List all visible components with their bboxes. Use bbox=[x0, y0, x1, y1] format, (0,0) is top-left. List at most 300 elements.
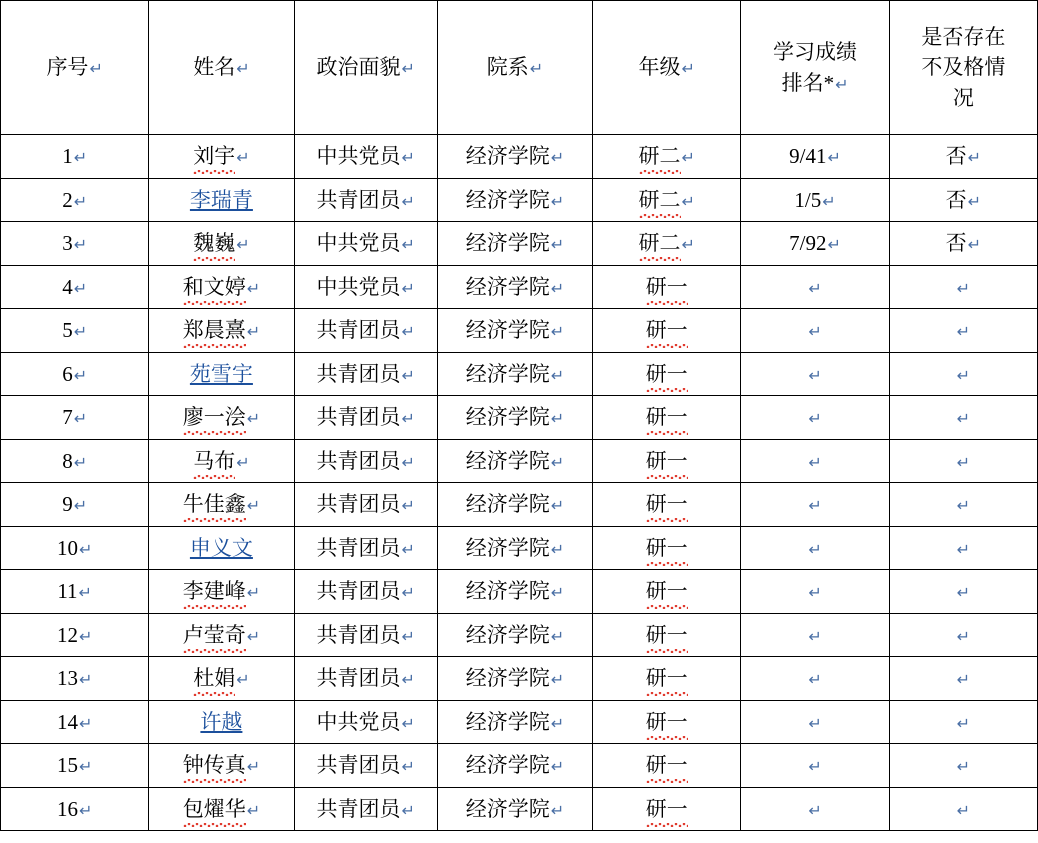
cell-grade bbox=[593, 439, 741, 483]
cell-name bbox=[149, 613, 294, 657]
grade-value: 研一 bbox=[646, 620, 688, 650]
cell-political bbox=[294, 483, 437, 527]
department-value: 经济学院 bbox=[465, 796, 550, 821]
paragraph-mark-icon: ↵ bbox=[246, 278, 261, 298]
table-header-row bbox=[1, 1, 1038, 135]
cell-rank bbox=[741, 657, 889, 701]
cell-grade bbox=[593, 309, 741, 353]
cell-department bbox=[437, 178, 592, 222]
political-value: 中共党员 bbox=[316, 274, 401, 299]
cell-grade bbox=[593, 265, 741, 309]
cell-rank bbox=[741, 787, 889, 831]
paragraph-mark-icon: ↵ bbox=[550, 626, 565, 646]
cell-content bbox=[193, 663, 235, 693]
cell-content bbox=[466, 750, 550, 780]
paragraph-mark-icon: ↵ bbox=[808, 409, 822, 429]
cell-content bbox=[639, 228, 681, 258]
paragraph-mark-icon: ↵ bbox=[246, 626, 261, 646]
cell-content bbox=[190, 359, 253, 389]
paragraph-mark-icon: ↵ bbox=[956, 626, 971, 646]
cell-content bbox=[646, 663, 688, 693]
cell-fail bbox=[889, 744, 1037, 788]
index-value: 1 bbox=[62, 144, 73, 169]
cell-content bbox=[789, 228, 826, 258]
cell-fail bbox=[889, 178, 1037, 222]
paragraph-mark-icon: ↵ bbox=[78, 539, 93, 559]
table-row bbox=[1, 439, 1038, 483]
cell-index bbox=[1, 178, 149, 222]
student-name: 李建峰 bbox=[183, 576, 246, 606]
cell-content bbox=[466, 402, 550, 432]
cell-grade bbox=[593, 613, 741, 657]
paragraph-mark-icon: ↵ bbox=[401, 539, 415, 559]
column-header-text: 序号 bbox=[46, 55, 89, 80]
fail-value: 否 bbox=[945, 231, 967, 256]
paragraph-mark-icon: ↵ bbox=[401, 322, 415, 342]
student-name: 包燿华 bbox=[183, 794, 246, 824]
paragraph-mark-icon: ↵ bbox=[822, 191, 836, 211]
paragraph-mark-icon: ↵ bbox=[956, 278, 971, 298]
paragraph-mark-icon: ↵ bbox=[246, 409, 261, 429]
paragraph-mark-icon: ↵ bbox=[550, 235, 565, 255]
paragraph-mark-icon: ↵ bbox=[808, 539, 822, 559]
student-name: 苑雪宇 bbox=[189, 361, 253, 386]
cell-content bbox=[466, 228, 550, 258]
column-header-index bbox=[1, 1, 149, 135]
table-row bbox=[1, 135, 1038, 179]
paragraph-mark-icon: ↵ bbox=[73, 409, 88, 429]
paragraph-mark-icon: ↵ bbox=[550, 191, 565, 211]
cell-content bbox=[946, 141, 967, 171]
cell-index bbox=[1, 787, 149, 831]
cell-rank bbox=[741, 613, 889, 657]
political-value: 共青团员 bbox=[316, 622, 401, 647]
column-header-line bbox=[149, 52, 293, 82]
cell-grade bbox=[593, 135, 741, 179]
paragraph-mark-icon: ↵ bbox=[808, 496, 822, 516]
department-value: 经济学院 bbox=[465, 709, 550, 734]
grade-value: 研一 bbox=[646, 489, 688, 519]
department-value: 经济学院 bbox=[465, 622, 550, 647]
cell-content bbox=[200, 707, 242, 737]
table-row bbox=[1, 787, 1038, 831]
column-header-grade bbox=[593, 1, 741, 135]
cell-content bbox=[639, 141, 681, 171]
paragraph-mark-icon: ↵ bbox=[550, 148, 565, 168]
cell-fail bbox=[889, 439, 1037, 483]
cell-content bbox=[183, 576, 246, 606]
cell-rank bbox=[741, 352, 889, 396]
column-header-text: 年级 bbox=[638, 55, 681, 80]
cell-rank bbox=[741, 439, 889, 483]
paragraph-mark-icon: ↵ bbox=[827, 235, 841, 255]
cell-name bbox=[149, 135, 294, 179]
cell-content bbox=[316, 402, 400, 432]
cell-name bbox=[149, 657, 294, 701]
cell-content bbox=[466, 663, 550, 693]
paragraph-mark-icon: ↵ bbox=[835, 74, 849, 94]
cell-political bbox=[294, 178, 437, 222]
column-header-department bbox=[437, 1, 592, 135]
column-header-name bbox=[149, 1, 294, 135]
cell-content bbox=[316, 576, 400, 606]
paragraph-mark-icon: ↵ bbox=[808, 278, 822, 298]
cell-name bbox=[149, 439, 294, 483]
paragraph-mark-icon: ↵ bbox=[808, 800, 822, 820]
cell-content bbox=[466, 446, 550, 476]
paragraph-mark-icon: ↵ bbox=[808, 670, 822, 690]
cell-index bbox=[1, 265, 149, 309]
paragraph-mark-icon: ↵ bbox=[236, 235, 250, 255]
column-header-fail bbox=[889, 1, 1037, 135]
student-name: 魏巍 bbox=[193, 228, 235, 258]
cell-department bbox=[437, 265, 592, 309]
table-row bbox=[1, 265, 1038, 309]
paragraph-mark-icon: ↵ bbox=[89, 59, 103, 79]
cell-fail bbox=[889, 570, 1037, 614]
paragraph-mark-icon: ↵ bbox=[401, 626, 415, 646]
cell-department bbox=[437, 700, 592, 744]
paragraph-mark-icon: ↵ bbox=[73, 191, 88, 211]
cell-content bbox=[466, 141, 550, 171]
cell-content bbox=[646, 620, 688, 650]
cell-content bbox=[57, 576, 77, 606]
table-row bbox=[1, 222, 1038, 266]
grade-value: 研二 bbox=[639, 185, 681, 215]
index-value: 12 bbox=[56, 622, 78, 647]
paragraph-mark-icon: ↵ bbox=[246, 800, 261, 820]
cell-political bbox=[294, 396, 437, 440]
table-row bbox=[1, 483, 1038, 527]
department-value: 经济学院 bbox=[465, 144, 550, 169]
department-value: 经济学院 bbox=[465, 666, 550, 691]
cell-content bbox=[646, 489, 688, 519]
cell-political bbox=[294, 570, 437, 614]
paragraph-mark-icon: ↵ bbox=[401, 191, 415, 211]
paragraph-mark-icon: ↵ bbox=[550, 670, 565, 690]
cell-content bbox=[57, 750, 78, 780]
paragraph-mark-icon: ↵ bbox=[956, 452, 971, 472]
cell-content bbox=[183, 402, 246, 432]
cell-content bbox=[316, 620, 400, 650]
index-value: 13 bbox=[56, 666, 78, 691]
paragraph-mark-icon: ↵ bbox=[550, 365, 565, 385]
paragraph-mark-icon: ↵ bbox=[550, 452, 565, 472]
cell-political bbox=[294, 700, 437, 744]
paragraph-mark-icon: ↵ bbox=[956, 757, 971, 777]
paragraph-mark-icon: ↵ bbox=[401, 800, 415, 820]
paragraph-mark-icon: ↵ bbox=[550, 713, 565, 733]
cell-content bbox=[466, 707, 550, 737]
grade-value: 研一 bbox=[646, 707, 688, 737]
cell-index bbox=[1, 352, 149, 396]
paragraph-mark-icon: ↵ bbox=[236, 148, 250, 168]
column-header-line bbox=[593, 52, 740, 82]
grade-value: 研一 bbox=[646, 272, 688, 302]
grade-value: 研一 bbox=[646, 533, 688, 563]
cell-department bbox=[437, 135, 592, 179]
cell-fail bbox=[889, 309, 1037, 353]
column-header-text: 是否存在 bbox=[921, 24, 1006, 49]
cell-content bbox=[646, 750, 688, 780]
cell-content bbox=[316, 272, 400, 302]
department-value: 经济学院 bbox=[465, 579, 550, 604]
cell-content bbox=[466, 359, 550, 389]
column-header-text: 排名* bbox=[781, 70, 835, 95]
index-value: 7 bbox=[62, 405, 73, 430]
paragraph-mark-icon: ↵ bbox=[246, 757, 261, 777]
cell-political bbox=[294, 265, 437, 309]
paragraph-mark-icon: ↵ bbox=[956, 800, 971, 820]
paragraph-mark-icon: ↵ bbox=[401, 235, 415, 255]
paragraph-mark-icon: ↵ bbox=[78, 757, 93, 777]
paragraph-mark-icon: ↵ bbox=[401, 713, 415, 733]
cell-name bbox=[149, 483, 294, 527]
table-row bbox=[1, 657, 1038, 701]
cell-rank bbox=[741, 309, 889, 353]
paragraph-mark-icon: ↵ bbox=[550, 496, 565, 516]
column-header-line bbox=[741, 68, 888, 98]
cell-content bbox=[190, 185, 253, 215]
cell-rank bbox=[741, 700, 889, 744]
table-body bbox=[1, 135, 1038, 831]
cell-content bbox=[639, 185, 681, 215]
cell-index bbox=[1, 135, 149, 179]
paragraph-mark-icon: ↵ bbox=[550, 322, 565, 342]
cell-content bbox=[646, 272, 688, 302]
cell-index bbox=[1, 657, 149, 701]
table-header bbox=[1, 1, 1038, 135]
cell-content bbox=[57, 533, 78, 563]
index-value: 16 bbox=[56, 796, 78, 821]
cell-content bbox=[57, 794, 78, 824]
column-header-text: 政治面貌 bbox=[316, 55, 401, 80]
cell-index bbox=[1, 700, 149, 744]
student-name: 钟传真 bbox=[183, 750, 246, 780]
cell-fail bbox=[889, 135, 1037, 179]
paragraph-mark-icon: ↵ bbox=[808, 452, 822, 472]
paragraph-mark-icon: ↵ bbox=[550, 278, 565, 298]
political-value: 共青团员 bbox=[316, 492, 401, 517]
paragraph-mark-icon: ↵ bbox=[827, 148, 841, 168]
paragraph-mark-icon: ↵ bbox=[73, 452, 88, 472]
cell-content bbox=[190, 533, 253, 563]
cell-content bbox=[646, 315, 688, 345]
political-value: 中共党员 bbox=[316, 231, 401, 256]
cell-department bbox=[437, 483, 592, 527]
column-header-line bbox=[1, 52, 148, 82]
cell-content bbox=[466, 489, 550, 519]
cell-name bbox=[149, 265, 294, 309]
paragraph-mark-icon: ↵ bbox=[73, 148, 88, 168]
paragraph-mark-icon: ↵ bbox=[73, 365, 88, 385]
index-value: 2 bbox=[62, 187, 73, 212]
column-header-line bbox=[295, 52, 437, 82]
cell-fail bbox=[889, 265, 1037, 309]
cell-content bbox=[316, 750, 400, 780]
cell-department bbox=[437, 787, 592, 831]
political-value: 共青团员 bbox=[316, 187, 401, 212]
department-value: 经济学院 bbox=[465, 448, 550, 473]
cell-name bbox=[149, 700, 294, 744]
cell-content bbox=[316, 141, 400, 171]
cell-fail bbox=[889, 613, 1037, 657]
cell-grade bbox=[593, 526, 741, 570]
table-row bbox=[1, 526, 1038, 570]
cell-grade bbox=[593, 483, 741, 527]
political-value: 共青团员 bbox=[316, 535, 401, 560]
cell-department bbox=[437, 613, 592, 657]
cell-fail bbox=[889, 222, 1037, 266]
cell-name bbox=[149, 787, 294, 831]
cell-content bbox=[466, 185, 550, 215]
index-value: 6 bbox=[62, 361, 73, 386]
cell-name bbox=[149, 570, 294, 614]
column-header-political bbox=[294, 1, 437, 135]
cell-content bbox=[193, 141, 235, 171]
cell-department bbox=[437, 439, 592, 483]
department-value: 经济学院 bbox=[465, 492, 550, 517]
cell-content bbox=[316, 446, 400, 476]
column-header-text: 院系 bbox=[486, 55, 529, 80]
column-header-text: 不及格情 bbox=[921, 55, 1006, 80]
cell-content bbox=[57, 707, 78, 737]
cell-department bbox=[437, 744, 592, 788]
paragraph-mark-icon: ↵ bbox=[78, 583, 92, 603]
cell-political bbox=[294, 309, 437, 353]
cell-rank bbox=[741, 744, 889, 788]
paragraph-mark-icon: ↵ bbox=[956, 365, 971, 385]
political-value: 共青团员 bbox=[316, 579, 401, 604]
department-value: 经济学院 bbox=[465, 405, 550, 430]
grade-value: 研一 bbox=[646, 663, 688, 693]
paragraph-mark-icon: ↵ bbox=[956, 583, 971, 603]
paragraph-mark-icon: ↵ bbox=[808, 713, 822, 733]
cell-content bbox=[62, 359, 73, 389]
cell-department bbox=[437, 657, 592, 701]
paragraph-mark-icon: ↵ bbox=[78, 670, 93, 690]
cell-content bbox=[62, 272, 73, 302]
grade-value: 研一 bbox=[646, 402, 688, 432]
paragraph-mark-icon: ↵ bbox=[78, 713, 93, 733]
cell-index bbox=[1, 483, 149, 527]
cell-content bbox=[466, 533, 550, 563]
student-name: 杜娟 bbox=[193, 663, 235, 693]
cell-content bbox=[466, 620, 550, 650]
cell-name bbox=[149, 396, 294, 440]
index-value: 15 bbox=[56, 753, 78, 778]
table-row bbox=[1, 352, 1038, 396]
table-row bbox=[1, 309, 1038, 353]
index-value: 14 bbox=[56, 709, 78, 734]
cell-fail bbox=[889, 787, 1037, 831]
paragraph-mark-icon: ↵ bbox=[78, 626, 93, 646]
cell-political bbox=[294, 526, 437, 570]
cell-name bbox=[149, 352, 294, 396]
paragraph-mark-icon: ↵ bbox=[956, 539, 971, 559]
cell-name bbox=[149, 309, 294, 353]
index-value: 3 bbox=[62, 231, 73, 256]
paragraph-mark-icon: ↵ bbox=[808, 626, 822, 646]
student-name: 马布 bbox=[193, 446, 235, 476]
cell-grade bbox=[593, 178, 741, 222]
student-name: 申义文 bbox=[189, 535, 253, 560]
cell-rank bbox=[741, 483, 889, 527]
cell-grade bbox=[593, 744, 741, 788]
paragraph-mark-icon: ↵ bbox=[78, 800, 93, 820]
column-header-line bbox=[890, 52, 1037, 82]
political-value: 中共党员 bbox=[316, 144, 401, 169]
student-name: 和文婷 bbox=[183, 272, 246, 302]
political-value: 中共党员 bbox=[316, 709, 401, 734]
student-name: 卢莹奇 bbox=[183, 620, 246, 650]
cell-rank bbox=[741, 222, 889, 266]
cell-grade bbox=[593, 570, 741, 614]
cell-rank bbox=[741, 396, 889, 440]
department-value: 经济学院 bbox=[465, 187, 550, 212]
cell-political bbox=[294, 613, 437, 657]
political-value: 共青团员 bbox=[316, 666, 401, 691]
cell-content bbox=[183, 272, 246, 302]
cell-political bbox=[294, 657, 437, 701]
cell-content bbox=[62, 141, 73, 171]
column-header-line bbox=[741, 37, 888, 67]
index-value: 10 bbox=[56, 535, 78, 560]
paragraph-mark-icon: ↵ bbox=[808, 757, 822, 777]
column-header-text: 况 bbox=[952, 85, 974, 110]
cell-content bbox=[316, 228, 400, 258]
cell-content bbox=[946, 228, 967, 258]
cell-rank bbox=[741, 526, 889, 570]
paragraph-mark-icon: ↵ bbox=[808, 322, 822, 342]
department-value: 经济学院 bbox=[465, 231, 550, 256]
paragraph-mark-icon: ↵ bbox=[401, 365, 415, 385]
department-value: 经济学院 bbox=[465, 274, 550, 299]
paragraph-mark-icon: ↵ bbox=[73, 278, 88, 298]
cell-index bbox=[1, 439, 149, 483]
cell-index bbox=[1, 526, 149, 570]
column-header-line bbox=[890, 22, 1037, 52]
cell-grade bbox=[593, 657, 741, 701]
political-value: 共青团员 bbox=[316, 753, 401, 778]
department-value: 经济学院 bbox=[465, 753, 550, 778]
index-value: 8 bbox=[62, 448, 73, 473]
cell-fail bbox=[889, 483, 1037, 527]
cell-content bbox=[646, 707, 688, 737]
cell-department bbox=[437, 309, 592, 353]
cell-content bbox=[183, 620, 246, 650]
grade-value: 研一 bbox=[646, 750, 688, 780]
paragraph-mark-icon: ↵ bbox=[236, 452, 250, 472]
cell-content bbox=[183, 794, 246, 824]
cell-name bbox=[149, 178, 294, 222]
cell-content bbox=[316, 489, 400, 519]
paragraph-mark-icon: ↵ bbox=[956, 409, 971, 429]
paragraph-mark-icon: ↵ bbox=[550, 757, 565, 777]
paragraph-mark-icon: ↵ bbox=[401, 409, 415, 429]
cell-content bbox=[646, 533, 688, 563]
paragraph-mark-icon: ↵ bbox=[550, 800, 565, 820]
paragraph-mark-icon: ↵ bbox=[967, 235, 982, 255]
cell-grade bbox=[593, 352, 741, 396]
paragraph-mark-icon: ↵ bbox=[401, 148, 415, 168]
cell-name bbox=[149, 744, 294, 788]
paragraph-mark-icon: ↵ bbox=[956, 670, 971, 690]
grade-value: 研一 bbox=[646, 315, 688, 345]
fail-value: 否 bbox=[945, 187, 967, 212]
cell-content bbox=[466, 794, 550, 824]
cell-grade bbox=[593, 787, 741, 831]
